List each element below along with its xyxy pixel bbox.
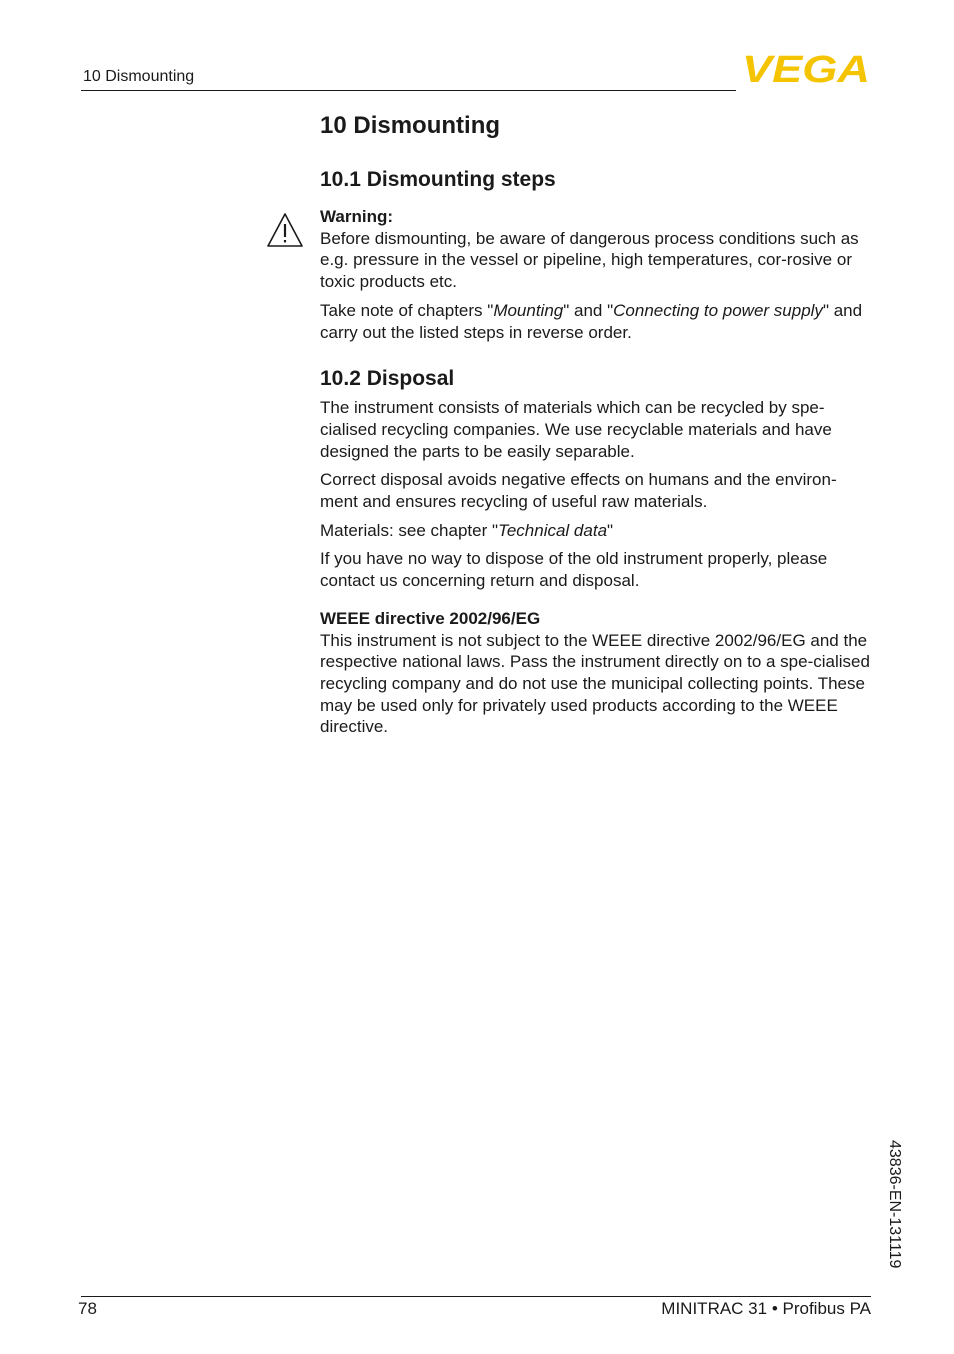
disposal-chapter-text-1: Materials: see chapter " <box>320 520 499 540</box>
chapter-ref-power-supply: Connecting to power supply <box>613 300 823 320</box>
document-code: 43836-EN-131119 <box>886 1140 903 1269</box>
main-content <box>320 110 872 745</box>
header-rule <box>81 90 736 91</box>
disposal-para-materials: The instrument consists of materials which can be recycled by spe-cialised recycling companies. We use recyclable materials and have designed the parts to be easily separable. <box>320 398 832 461</box>
disposal-para-return: If you have no way to dispose of the old instrument properly, please contact us concerning return and disposal. <box>320 549 828 591</box>
vega-logo-text: VEGA <box>742 52 870 84</box>
chapter-ref-mounting: Mounting <box>493 300 564 320</box>
chapter-note-text-1: Take note of chapters " <box>320 300 494 320</box>
chapter-note-text-2: " and " <box>563 300 614 320</box>
weee-heading: WEEE directive 2002/96/EG <box>320 608 541 628</box>
disposal-para-correct: Correct disposal avoids negative effects on humans and the environ-ment and ensures recycling of useful raw materials. <box>320 470 837 512</box>
footer-rule <box>81 1296 871 1297</box>
header-chapter-label: 10 Dismounting <box>83 68 195 85</box>
section-heading-disposal: 10.2 Disposal <box>320 367 455 391</box>
footer-product-title: MINITRAC 31 • Profibus PA <box>661 1299 871 1318</box>
warning-text: Before dismounting, be aware of dangerous process conditions such as e.g. pressure in the vessel or pipeline, high temperatures, cor-rosive or toxic products etc. <box>320 228 859 292</box>
section-heading-dismounting-steps: 10.1 Dismounting steps <box>320 168 556 191</box>
vega-logo <box>742 52 872 84</box>
weee-text: This instrument is not subject to the WEEE directive 2002/96/EG and the respective national laws. Pass the instrument directly on to a spe-cialised recycling company and do not use the municipal collecting points. These may be used only for privately used products according to the WEEE directive. <box>320 630 870 737</box>
disposal-para-chapter <box>320 520 872 542</box>
chapter-note-text-3: " and carry out the listed steps in reverse order. <box>320 300 863 342</box>
page-title: 10 Dismounting <box>320 112 501 139</box>
chapter-ref-technical-data: Technical data <box>498 520 608 540</box>
page-number: 78 <box>78 1299 97 1318</box>
warning-label: Warning: <box>320 207 394 226</box>
chapter-note <box>320 300 872 343</box>
warning-icon <box>266 212 304 248</box>
disposal-chapter-text-2: " <box>607 520 614 540</box>
